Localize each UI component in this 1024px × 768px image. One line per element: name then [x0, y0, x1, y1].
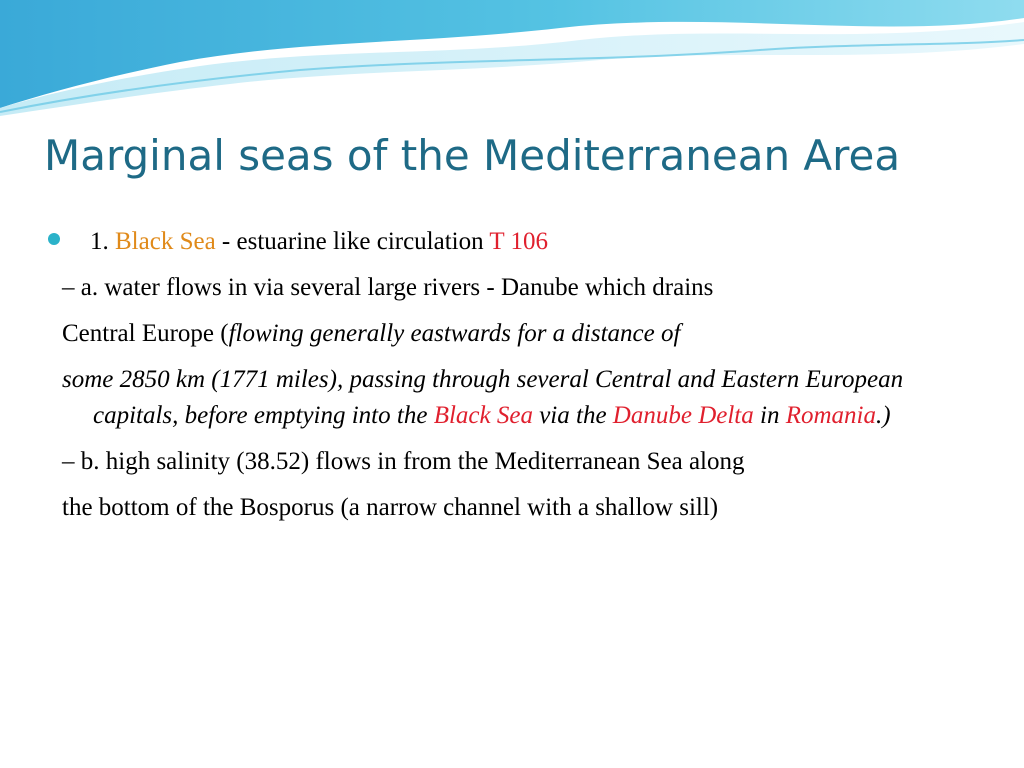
in-text: in	[753, 402, 786, 429]
round-bullet-icon	[48, 233, 60, 245]
line-high-salinity: – b. high salinity (38.52) flows in from the Mediterranean Sea along	[62, 448, 745, 475]
bullet-line-black-sea	[62, 224, 962, 260]
closing-paren: .)	[875, 402, 891, 429]
romania-link: Romania	[785, 402, 876, 429]
black-sea-link: Black Sea	[433, 402, 533, 429]
line-central-europe	[62, 316, 962, 352]
slide-body	[62, 224, 962, 526]
flowing-italic-text: flowing generally eastwards for a distance of	[228, 320, 681, 347]
danube-delta-link: Danube Delta	[612, 402, 754, 429]
circulation-desc: - estuarine like circulation	[215, 228, 490, 255]
table-reference: T 106	[489, 228, 548, 255]
black-sea-label: Black Sea	[115, 228, 216, 255]
distance-text: some 2850 km (1771 miles), passing through several Central and Eastern European capitals, before emptying into the	[62, 366, 904, 429]
central-europe-text: Central Europe (	[62, 320, 229, 347]
item-number: 1.	[90, 228, 109, 255]
slide-title: Marginal seas of the Mediterranean Area	[44, 131, 901, 180]
line-distance-paragraph	[62, 362, 962, 434]
wave-header-decoration	[0, 0, 1024, 120]
line-bosporus: the bottom of the Bosporus (a narrow channel with a shallow sill)	[62, 494, 719, 521]
via-text: via the	[532, 402, 613, 429]
line-water-flows: – a. water flows in via several large rivers - Danube which drains	[62, 274, 714, 301]
